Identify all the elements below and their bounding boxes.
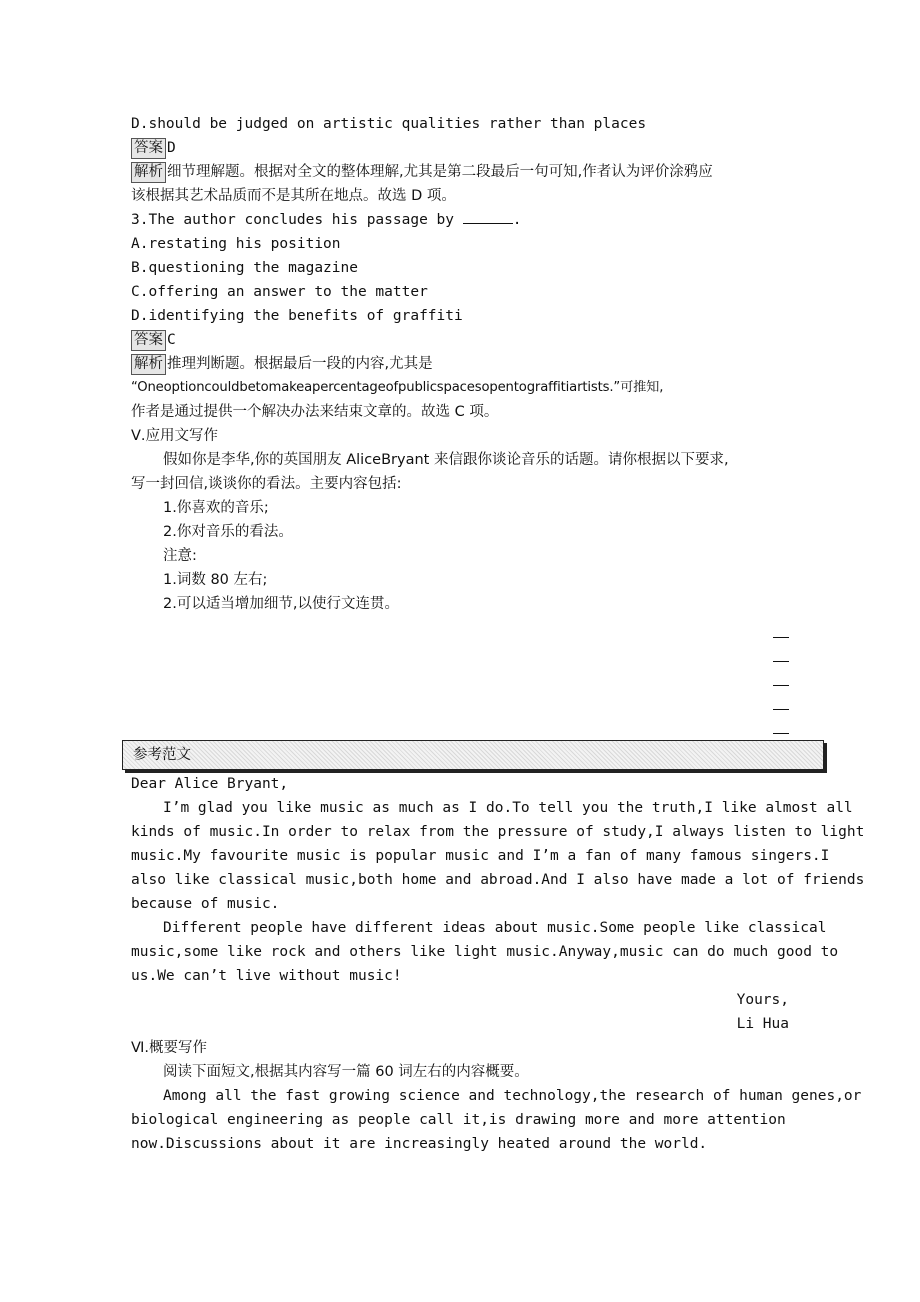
section5-prompt-line2: 写一封回信,谈谈你的看法。主要内容包括:: [131, 476, 402, 492]
q3-answer-row: [131, 328, 176, 352]
writing-line: [773, 661, 789, 662]
letter-p1-line1: I’m glad you like music as much as I do.To tell you the truth,I like almost all: [163, 800, 853, 816]
answer-blank: [463, 209, 513, 224]
analysis-tag: 解析: [131, 162, 166, 183]
letter-p2-line2: music,some like rock and others like light music.Anyway,music can do much good to: [131, 944, 839, 960]
letter-signature: Li Hua: [736, 1016, 789, 1032]
passage-line1: Among all the fast growing science and technology,the research of human genes,or: [163, 1088, 862, 1104]
letter-p1-line4: also like classical music,both home and abroad.And I also have made a lot of friends: [131, 872, 865, 888]
q2-analysis-line1: 细节理解题。根据对全文的整体理解,尤其是第二段最后一句可知,作者认为评价涂鸦应: [167, 164, 713, 180]
q2-analysis-row: [131, 160, 713, 184]
letter-p1-line5: because of music.: [131, 896, 280, 912]
q3-option-d: D.identifying the benefits of graffiti: [131, 308, 463, 324]
writing-line: [773, 733, 789, 734]
passage-line2: biological engineering as people call it,is drawing more and more attention: [131, 1112, 786, 1128]
answer-tag: 答案: [131, 138, 166, 159]
letter-p1-line2: kinds of music.In order to relax from the pressure of study,I always listen to light: [131, 824, 865, 840]
section6-prompt: 阅读下面短文,根据其内容写一篇 60 词左右的内容概要。: [163, 1064, 529, 1080]
letter-p2-line3: us.We can’t live without music!: [131, 968, 402, 984]
q3-analysis-line1: 推理判断题。根据最后一段的内容,尤其是: [167, 356, 433, 372]
section5-point2: 2.你对音乐的看法。: [163, 524, 293, 540]
letter-p1-line3: music.My favourite music is popular music and I’m a fan of many famous singers.I: [131, 848, 830, 864]
q2-option-d: D.should be judged on artistic qualities rather than places: [131, 116, 647, 132]
q3-stem-end: .: [512, 212, 522, 228]
section6-heading: Ⅵ.概要写作: [131, 1040, 207, 1056]
sample-essay-banner: [122, 740, 824, 770]
q3-analysis-line2: “Oneoptioncouldbetomakeapercentageofpublicspacesopentograffitiartists.”可推知,: [131, 380, 664, 395]
q3-answer: C: [167, 332, 176, 348]
sample-essay-title: 参考范文: [133, 747, 191, 763]
q2-answer-row: [131, 136, 176, 160]
letter-closing: Yours,: [736, 992, 789, 1008]
q2-answer: D: [167, 140, 176, 156]
q3-stem: [131, 208, 521, 232]
writing-line: [773, 685, 789, 686]
q3-analysis-row: [131, 352, 433, 376]
letter-p2-line1: Different people have different ideas about music.Some people like classical: [163, 920, 827, 936]
q3-analysis-line3: 作者是通过提供一个解决办法来结束文章的。故选 C 项。: [131, 404, 499, 420]
analysis-tag: 解析: [131, 354, 166, 375]
answer-tag: 答案: [131, 330, 166, 351]
section5-note-heading: 注意:: [163, 548, 197, 564]
section5-prompt-line1: 假如你是李华,你的英国朋友 AliceBryant 来信跟你谈论音乐的话题。请你根据以下要求,: [163, 452, 729, 468]
q3-stem-text: 3.The author concludes his passage by: [131, 212, 463, 228]
section5-note1: 1.词数 80 左右;: [163, 572, 268, 588]
q3-option-b: B.questioning the magazine: [131, 260, 358, 276]
writing-line: [773, 637, 789, 638]
letter-greeting: Dear Alice Bryant,: [131, 776, 289, 792]
section5-note2: 2.可以适当增加细节,以使行文连贯。: [163, 596, 399, 612]
writing-line: [773, 709, 789, 710]
section5-heading: Ⅴ.应用文写作: [131, 428, 219, 444]
passage-line3: now.Discussions about it are increasingly heated around the world.: [131, 1136, 708, 1152]
q3-option-a: A.restating his position: [131, 236, 341, 252]
q2-analysis-line2: 该根据其艺术品质而不是其所在地点。故选 D 项。: [131, 188, 456, 204]
section5-point1: 1.你喜欢的音乐;: [163, 500, 269, 516]
q3-option-c: C.offering an answer to the matter: [131, 284, 428, 300]
